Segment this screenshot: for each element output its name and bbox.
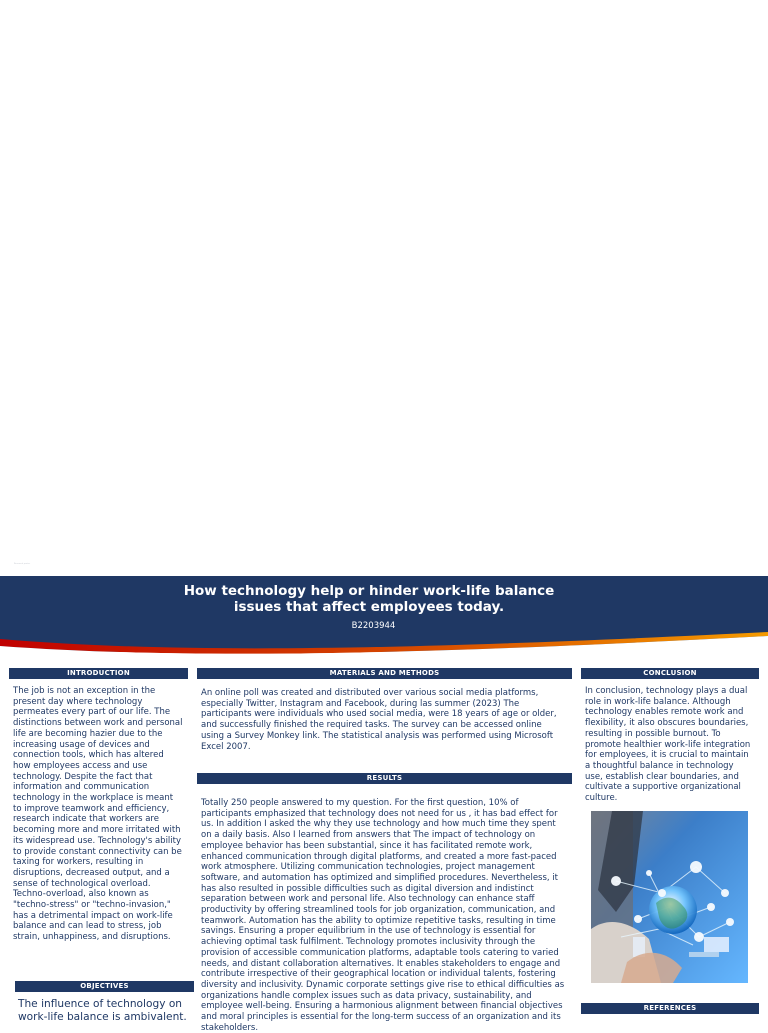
introduction-heading: INTRODUCTION (9, 668, 188, 679)
materials-methods-heading: MATERIALS AND METHODS (197, 668, 572, 679)
poster-title: How technology help or hinder work-life balance issues that affect employees today. (183, 583, 555, 615)
student-id: B2203944 (351, 621, 396, 631)
introduction-text: The job is not an exception in the present day where technology permeates every part of our life. The distinctions between work and personal life are becoming hazier due to the increasing usage of devices and connection tools, which has altered how employees access and use technology. Despite the fact that information and communication technology in the workplace is meant to improve teamwork and efficiency, research indicate that workers are becoming more and more irritated with its widespread use. Technology's ability to provide constant connectivity can be taxing for workers, resulting in disruptions, decreased output, and a sense of technological overload. Techno-overload, also known as "techno-stress" or "techno-invasion," has a detrimental impact on work-life balance and can lead to stress, job strain, unhappiness, and disruptions. (13, 686, 183, 943)
references-heading: REFERENCES (581, 1003, 759, 1014)
faint-mark: Research poster (14, 563, 31, 565)
header-swoosh (0, 622, 768, 658)
materials-methods-text: An online poll was created and distributed over various social media platforms, especially Twitter, Instagram and Facebook, during las summer (2023) The participants were individuals who used social media, were 18 years of age or older, and successfully finished the required tasks. The survey can be accessed online using a Survey Monkey link. The statistical analysis was performed using Microsoft Excel 2007. (201, 688, 557, 752)
conclusion-heading: CONCLUSION (581, 668, 759, 679)
results-heading: RESULTS (197, 773, 572, 784)
technology-network-photo-icon (591, 811, 748, 983)
objectives-heading: OBJECTIVES (15, 981, 194, 992)
results-text: Totally 250 people answered to my question. For the first question, 10% of participants emphasized that technology does not need for us , it has bad effect for us. In addition I asked the why they use technology and how much time they spent on a daily basis. Also I learned from answers that The impact of technology on employee behavior has been substantial, since it has facilitated remote work, enhanced communication through digital platforms, and created a more fast-paced work atmosphere. Utilizing communication technologies, project management software, and automation has optimized and simplified procedures. Nevertheless, it has also resulted in possible difficulties such as digital diversion and indistinct separation between work and personal life. Also technology can enhance staff productivity by offering streamlined tools for job organization, communication, and teamwork. Automation has the ability to optimize repetitive tasks, resulting in time savings. Ensuring a proper equilibrium in the use of technology is essential for achieving optimal task fulfilment. Technology promotes inclusivity through the provision of accessible communication platforms, adaptable tools catering to varied needs, and distant collaboration alternatives. It enables stakeholders to engage and contribute irrespective of their geographical location or individual talents, fostering diversity and inclusivity. Dynamic corporate settings give rise to ethical difficulties as organizations handle complex issues such as data privacy, sustainability, and employee well-being. Ensuring a harmonious alignment between financial objectives and moral principles is essential for the long-term success of an organization and its stakeholders. (201, 798, 565, 1033)
conclusion-text: In conclusion, technology plays a dual role in work-life balance. Although technology enables remote work and flexibility, it also obscures boundaries, resulting in possible burnout. To promote healthier work-life integration for employees, it is crucial to maintain a thoughtful balance in technology use, establish clear boundaries, and cultivate a supportive organizational culture. (585, 686, 751, 804)
objectives-text: The influence of technology on work-life balance is ambivalent. (18, 998, 187, 1023)
